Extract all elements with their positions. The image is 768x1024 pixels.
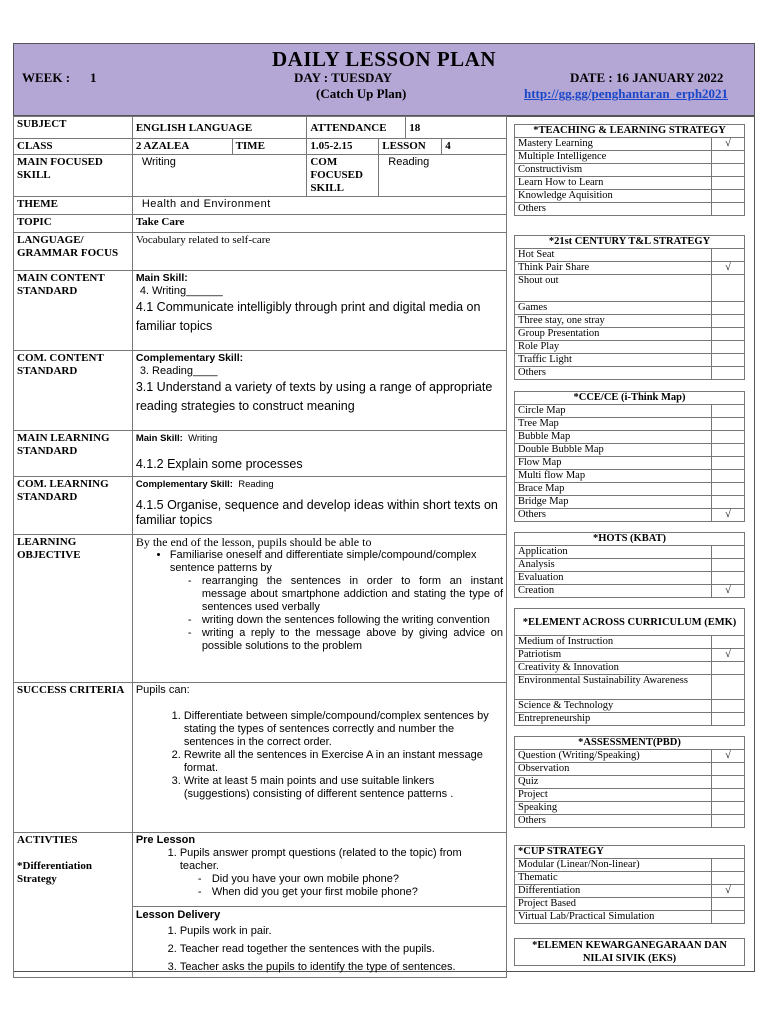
com-focused-label: COM FOCUSED SKILL <box>307 155 379 197</box>
c21-title: *21st CENTURY T&L STRATEGY <box>515 236 745 249</box>
tls-check-cell <box>712 177 745 190</box>
cce-row <box>515 509 745 522</box>
cls-skill: Reading <box>238 479 274 490</box>
cce-item-label: Brace Map <box>515 483 712 496</box>
c21-item-label: Others <box>515 367 712 380</box>
mls-head: Main Skill: <box>135 433 183 444</box>
cup-check-cell: √ <box>712 885 745 898</box>
pbd-row <box>515 802 745 815</box>
emk-row <box>515 636 745 649</box>
cce-item-label: Bridge Map <box>515 496 712 509</box>
cce-item-label: Multi flow Map <box>515 470 712 483</box>
emk-check-cell <box>712 713 745 726</box>
c21-row <box>515 262 745 275</box>
hots-check-cell <box>712 559 745 572</box>
hots-row <box>515 559 745 572</box>
main-learning-label: MAIN LEARNING STANDARD <box>14 431 133 477</box>
c21-item-label: Hot Seat <box>515 249 712 262</box>
ccs-head: Complementary Skill: <box>135 352 244 364</box>
emk-title: *ELEMENT ACROSS CURRICULUM (EMK) <box>515 609 745 636</box>
emk-item-label: Creativity & Innovation <box>515 662 712 675</box>
cce-check-cell <box>712 496 745 509</box>
mcs-skill: 4. Writing______ <box>139 285 223 297</box>
pbd-check-cell <box>712 763 745 776</box>
pbd-item-label: Observation <box>515 763 712 776</box>
hots-item-label: Creation <box>515 585 712 598</box>
pbd-check-cell <box>712 815 745 828</box>
cce-check-cell <box>712 418 745 431</box>
com-content-cell <box>132 351 506 431</box>
cce-table <box>514 391 745 522</box>
tls-row <box>515 203 745 216</box>
pbd-row <box>515 789 745 802</box>
cce-item-label: Double Bubble Map <box>515 444 712 457</box>
emk-item-label: Environmental Sustainability Awareness <box>515 675 712 700</box>
cup-check-cell <box>712 898 745 911</box>
tls-row <box>515 164 745 177</box>
c21-item-label: Think Pair Share <box>515 262 712 275</box>
cup-check-cell <box>712 872 745 885</box>
tls-item-label: Others <box>515 203 712 216</box>
c21-item-label: Shout out <box>515 275 712 302</box>
tls-check-cell <box>712 203 745 216</box>
emk-row <box>515 649 745 662</box>
tls-title: *TEACHING & LEARNING STRATEGY <box>515 125 745 138</box>
language-value: Vocabulary related to self-care <box>132 233 506 271</box>
erph-link[interactable]: http://gg.gg/penghantaran_erph2021 <box>524 86 729 101</box>
cce-check-cell: √ <box>712 509 745 522</box>
c21-check-cell <box>712 275 745 302</box>
tls-check-cell <box>712 164 745 177</box>
emk-check-cell <box>712 675 745 700</box>
com-skill-value: Reading <box>379 155 507 197</box>
c21-check-cell <box>712 367 745 380</box>
emk-row <box>515 662 745 675</box>
cce-row <box>515 457 745 470</box>
c21-check-cell <box>712 315 745 328</box>
cup-row <box>515 885 745 898</box>
c21-row <box>515 367 745 380</box>
hots-check-cell: √ <box>712 585 745 598</box>
c21-item-label: Traffic Light <box>515 354 712 367</box>
tls-table <box>514 124 745 216</box>
tls-item-label: Constructivism <box>515 164 712 177</box>
c21-item-label: Three stay, one stray <box>515 315 712 328</box>
header-banner <box>13 43 755 116</box>
cce-item-label: Tree Map <box>515 418 712 431</box>
c21-table <box>514 235 745 380</box>
cup-item-label: Project Based <box>515 898 712 911</box>
obj-d1: - rearranging the sentences in order to form an instant message about smartphone addiction and stating the type of sentences used verbally <box>188 575 503 614</box>
cce-item-label: Bubble Map <box>515 431 712 444</box>
cce-item-label: Circle Map <box>515 405 712 418</box>
main-content-cell <box>132 271 506 351</box>
tls-item-label: Multiple Intelligence <box>515 151 712 164</box>
cls-text: 4.1.5 Organise, sequence and develop ideas within short texts on familiar topics <box>135 498 498 527</box>
c21-check-cell <box>712 354 745 367</box>
tls-check-cell: √ <box>712 138 745 151</box>
pre-lesson-cell <box>132 833 506 907</box>
emk-item-label: Science & Technology <box>515 700 712 713</box>
cce-item-label: Flow Map <box>515 457 712 470</box>
objective-cell <box>132 535 506 683</box>
c21-check-cell <box>712 328 745 341</box>
cup-table <box>514 845 745 924</box>
week-value: 1 <box>90 70 97 85</box>
subject-value: ENGLISH LANGUAGE <box>132 117 307 139</box>
sc-intro: Pupils can: <box>135 684 190 696</box>
tls-row <box>515 190 745 203</box>
tls-check-cell <box>712 151 745 164</box>
tls-row <box>515 177 745 190</box>
main-content-label: MAIN CONTENT STANDARD <box>14 271 133 351</box>
emk-check-cell <box>712 636 745 649</box>
mls-text: 4.1.2 Explain some processes <box>135 457 303 471</box>
obj-d3: - writing a reply to the message above by giving advice on possible solutions to the problem <box>188 627 503 653</box>
pre-q2: - When did you get your first mobile phone? <box>198 886 495 899</box>
ld-item-3: 3. Teacher asks the pupils to identify the type of sentences. <box>180 958 503 976</box>
page-title: DAILY LESSON PLAN <box>271 47 496 71</box>
c21-item-label: Games <box>515 302 712 315</box>
hots-item-label: Analysis <box>515 559 712 572</box>
cup-item-label: Thematic <box>515 872 712 885</box>
emk-item-label: Patriotism <box>515 649 712 662</box>
c21-row <box>515 302 745 315</box>
lesson-delivery-head: Lesson Delivery <box>135 909 221 921</box>
hots-table <box>514 532 745 598</box>
topic-value: Take Care <box>132 215 506 233</box>
cce-row <box>515 418 745 431</box>
c21-item-label: Role Play <box>515 341 712 354</box>
obj-d2: - writing down the sentences following the writing convention <box>188 614 503 627</box>
activities-label-cell <box>14 833 133 978</box>
com-learning-cell <box>132 477 506 535</box>
hots-title: *HOTS (KBAT) <box>515 533 745 546</box>
c21-row <box>515 328 745 341</box>
cup-row <box>515 859 745 872</box>
catch-up-label: (Catch Up Plan) <box>316 86 407 101</box>
cce-row <box>515 405 745 418</box>
emk-table <box>514 608 745 726</box>
pbd-check-cell: √ <box>712 750 745 763</box>
c21-check-cell <box>712 302 745 315</box>
cce-row <box>515 444 745 457</box>
com-content-label: COM. CONTENT STANDARD <box>14 351 133 431</box>
emk-check-cell: √ <box>712 649 745 662</box>
pbd-item-label: Quiz <box>515 776 712 789</box>
attendance-label: ATTENDANCE <box>307 117 406 139</box>
day-label: DAY : TUESDAY <box>294 70 393 85</box>
pbd-item-label: Others <box>515 815 712 828</box>
cce-item-label: Others <box>515 509 712 522</box>
time-value: 1.05-2.15 <box>307 139 379 155</box>
tls-item-label: Mastery Learning <box>515 138 712 151</box>
hots-check-cell <box>712 546 745 559</box>
hots-row <box>515 572 745 585</box>
subject-label: SUBJECT <box>14 117 133 139</box>
cce-row <box>515 431 745 444</box>
pbd-title: *ASSESSMENT(PBD) <box>515 737 745 750</box>
ccs-text: 3.1 Understand a variety of texts by using a range of appropriate reading strategies to construct meaning <box>135 380 493 413</box>
cup-row <box>515 898 745 911</box>
pre-item-1: 1. Pupils answer prompt questions (related to the topic) from teacher. - Did you have your own mobile phone? - When did you get your first mobile phone? <box>180 847 495 899</box>
cce-row <box>515 470 745 483</box>
sc-item-1: 1. Differentiate between simple/compound/complex sentences by stating the types of sentences correctly and number the sentences in the correct order. <box>184 710 489 749</box>
tls-row <box>515 138 745 151</box>
emk-check-cell <box>712 662 745 675</box>
date-label: DATE : 16 JANUARY 2022 <box>570 70 724 85</box>
hots-check-cell <box>712 572 745 585</box>
tls-item-label: Knowledge Aquisition <box>515 190 712 203</box>
cls-head: Complementary Skill: <box>135 479 233 490</box>
topic-label: TOPIC <box>14 215 133 233</box>
class-value: 2 AZALEA <box>132 139 232 155</box>
cup-title: *CUP STRATEGY <box>515 846 745 859</box>
c21-row <box>515 249 745 262</box>
class-label: CLASS <box>14 139 133 155</box>
main-skill-value: Writing <box>132 155 307 197</box>
tls-row <box>515 151 745 164</box>
pbd-table <box>514 736 745 828</box>
lesson-delivery-cell <box>132 907 506 978</box>
eks-title: *ELEMEN KEWARGANEGARAAN DAN NILAI SIVIK (EKS) <box>515 939 745 966</box>
mcs-text: 4.1 Communicate intelligibly through print and digital media on familiar topics <box>135 300 481 333</box>
hots-item-label: Application <box>515 546 712 559</box>
cup-check-cell <box>712 859 745 872</box>
hots-item-label: Evaluation <box>515 572 712 585</box>
ccs-skill: 3. Reading____ <box>139 365 218 377</box>
pbd-item-label: Project <box>515 789 712 802</box>
hots-row <box>515 585 745 598</box>
pbd-row <box>515 776 745 789</box>
c21-check-cell <box>712 249 745 262</box>
language-label: LANGUAGE/ GRAMMAR FOCUS <box>14 233 133 271</box>
cup-row <box>515 911 745 924</box>
emk-item-label: Entrepreneurship <box>515 713 712 726</box>
c21-row <box>515 275 745 302</box>
lesson-value: 4 <box>442 139 507 155</box>
sc-item-3: 3. Write at least 5 main points and use suitable linkers (suggestions) consisting of different sentence patterns . <box>184 775 489 801</box>
cce-check-cell <box>712 431 745 444</box>
eks-table <box>514 938 745 966</box>
theme-value: Health and Environment <box>132 197 506 215</box>
ld-item-2: 2. Teacher read together the sentences with the pupils. <box>180 940 503 958</box>
tls-item-label: Learn How to Learn <box>515 177 712 190</box>
tls-check-cell <box>712 190 745 203</box>
sc-item-2: 2. Rewrite all the sentences in Exercise A in an instant message format. <box>184 749 489 775</box>
cce-check-cell <box>712 457 745 470</box>
mls-skill: Writing <box>188 433 218 444</box>
pbd-item-label: Speaking <box>515 802 712 815</box>
success-cell <box>132 683 506 833</box>
pre-q1: - Did you have your own mobile phone? <box>198 873 495 886</box>
cce-check-cell <box>712 444 745 457</box>
ld-item-1: 1. Pupils work in pair. <box>180 922 503 940</box>
pbd-row <box>515 815 745 828</box>
cup-check-cell <box>712 911 745 924</box>
cce-check-cell <box>712 470 745 483</box>
diff-strategy-label: *Differentiation Strategy <box>17 860 92 885</box>
pbd-check-cell <box>712 776 745 789</box>
pbd-check-cell <box>712 789 745 802</box>
c21-row <box>515 315 745 328</box>
obj-intro: By the end of the lesson, pupils should be able to <box>135 535 372 549</box>
theme-label: THEME <box>14 197 133 215</box>
pbd-row <box>515 763 745 776</box>
cup-item-label: Differentiation <box>515 885 712 898</box>
attendance-value: 18 <box>406 117 507 139</box>
emk-row <box>515 713 745 726</box>
main-focused-label: MAIN FOCUSED SKILL <box>14 155 133 197</box>
pbd-row <box>515 750 745 763</box>
lesson-details-table <box>13 116 507 978</box>
cup-item-label: Modular (Linear/Non-linear) <box>515 859 712 872</box>
emk-item-label: Medium of Instruction <box>515 636 712 649</box>
main-learning-cell <box>132 431 506 477</box>
pbd-check-cell <box>712 802 745 815</box>
success-label: SUCCESS CRITERIA <box>14 683 133 833</box>
lesson-label: LESSON <box>379 139 442 155</box>
pre-lesson-head: Pre Lesson <box>135 834 196 846</box>
activities-label: ACTIVTIES <box>17 834 78 846</box>
cce-row <box>515 496 745 509</box>
pbd-item-label: Question (Writing/Speaking) <box>515 750 712 763</box>
cce-check-cell <box>712 483 745 496</box>
cup-item-label: Virtual Lab/Practical Simulation <box>515 911 712 924</box>
emk-row <box>515 675 745 700</box>
cup-row <box>515 872 745 885</box>
objective-label: LEARNING OBJECTIVE <box>14 535 133 683</box>
time-label: TIME <box>232 139 307 155</box>
cce-title: *CCE/CE (i-Think Map) <box>515 392 745 405</box>
c21-check-cell <box>712 341 745 354</box>
mcs-head: Main Skill: <box>135 272 188 284</box>
c21-check-cell: √ <box>712 262 745 275</box>
c21-item-label: Group Presentation <box>515 328 712 341</box>
c21-row <box>515 341 745 354</box>
week-label: WEEK : <box>22 70 71 85</box>
hots-row <box>515 546 745 559</box>
cce-row <box>515 483 745 496</box>
emk-check-cell <box>712 700 745 713</box>
c21-row <box>515 354 745 367</box>
obj-bullet: • Familiarise oneself and differentiate simple/compound/complex sentence patterns by - rearranging the sentences in order to form an instant message about smartphone addiction and stating the type of sentences used verbally - writing down the sentences following the writing convention - writing a reply to the message above by giving advice on possible solutions to the problem <box>170 549 503 653</box>
cce-check-cell <box>712 405 745 418</box>
com-learning-label: COM. LEARNING STANDARD <box>14 477 133 535</box>
emk-row <box>515 700 745 713</box>
